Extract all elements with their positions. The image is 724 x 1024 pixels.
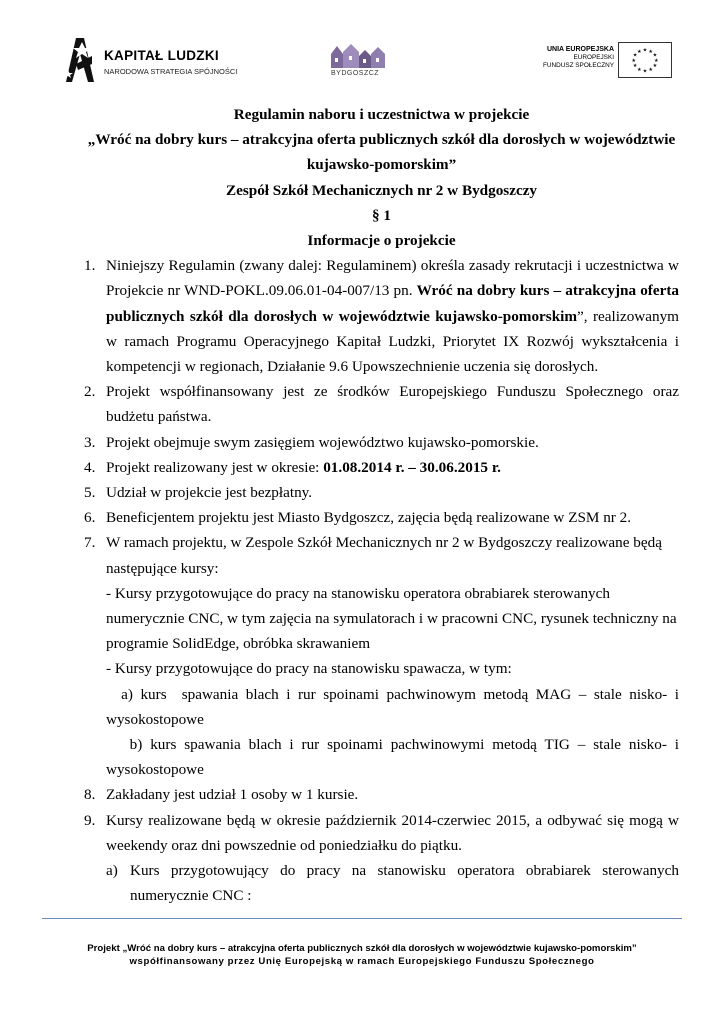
sub-item-a-text: Kurs przygotowujący do pracy na stanowisku operatora obrabiarek sterowanych numerycznie CNC : [130,862,679,905]
page-header [0,0,724,100]
item-3-text: Projekt obejmuje swym zasięgiem województwo kujawsko-pomorskie. [106,433,539,451]
svg-text:★: ★ [652,63,658,70]
sub-item-a [106,858,679,908]
footer-line1: Projekt „Wróć na dobry kurs – atrakcyjna oferta publicznych szkół dla dorosłych w województwie kujawsko-pomorskim” [87,943,637,954]
footer-line2: współfinansowany przez Unię Europejską w ramach Europejskiego Funduszu Społecznego [129,956,595,967]
doc-title-line3: kujawsko-pomorskim” [306,156,457,174]
section-number: § 1 [372,206,391,224]
eu-line3: FUNDUSZ SPOŁECZNY [542,62,614,70]
doc-title-line1: Regulamin naboru i uczestnictwa w projekcie [233,106,530,123]
svg-text:★: ★ [632,52,638,59]
doc-title-line2: „Wróć na dobry kurs – atrakcyjna oferta publicznych szkół dla dorosłych w województwie [87,131,676,149]
list-item-9 [84,808,679,909]
bydgoszcz-label: BYDGOSZCZ [331,70,380,77]
item-7-text: W ramach projektu, w Zespole Szkół Mechanicznych nr 2 w Bydgoszczy realizowane będą następujące kursy: [106,534,662,577]
doc-title-line4: Zespół Szkół Mechanicznych nr 2 w Bydgoszczy [225,181,538,199]
svg-text:★: ★ [637,66,642,73]
svg-text:★: ★ [642,47,648,54]
item-7-tig-course: b) kurs spawania blach i rur spoinami pachwinowymi metodą TIG – stale nisko- i wysokostopowe [106,736,683,779]
section-title: Informacje o projekcie [307,232,456,250]
item-number: 5. [84,484,96,502]
list-item-2 [84,379,679,429]
item-1-project-name: Wróć na dobry kurs – atrakcyjna oferta publicznych szkół dla dorosłych w województwie kujawsko-pomorskim [106,282,680,325]
footer-divider [42,918,682,919]
list-item-5 [84,480,679,505]
svg-text:★: ★ [648,66,653,73]
item-1-text-c: ”, realizowanym w ramach Programu Operacyjnego Kapitał Ludzki, Priorytet IX Rozwój wykształcenia i kompetencji w regionach, Działanie 9.6 Upowszechnienie uczenia się dorosłych. [106,307,679,376]
svg-text:★: ★ [648,48,653,55]
item-number: 9. [84,811,96,829]
kapital-ludzki-mark-icon [62,34,98,86]
item-8-text: Zakładany jest udział 1 osoby w 1 kursie. [106,786,359,804]
item-number: 6. [84,509,96,527]
item-number: 4. [84,458,96,476]
eu-line1: UNIA EUROPEJSKA [546,46,614,53]
item-7-cnc-courses: - Kursy przygotowujące do pracy na stanowisku operatora obrabiarek sterowanych numerycznie CNC, w tym zajęcia na symulatorach i w pracowni CNC, rysunek techniczny na programie SolidEdge, obróbka skrawaniem [106,584,677,653]
item-1-text-a: Niniejszy Regulamin (zwany dalej: Regulaminem) określa zasady rekrutacji i uczestnictwa w Projekcie nr WND-POKL.09.06.01-04-007/13 pn. [106,257,679,300]
list-item-6 [84,505,679,530]
item-4-text-a: Projekt realizowany jest w okresie: [106,458,324,476]
list-item-1 [84,253,679,379]
item-5-text: Udział w projekcie jest bezpłatny. [106,484,313,502]
list-item-7 [84,530,683,782]
sub-item-letter: a) [106,862,118,880]
list-item-8 [84,782,679,807]
eu-line2: EUROPEJSKI [573,54,614,62]
kapital-ludzki-logo [62,34,238,86]
item-9-text: Kursy realizowane będą w okresie październik 2014-czerwiec 2015, a odbywać się mogą w weekendy oraz dni powszednie od poniedziałku do piątku. [106,811,679,854]
svg-text:★: ★ [654,57,659,64]
item-number: 8. [84,786,96,804]
page-footer [0,942,724,968]
kapital-ludzki-subtitle: NARODOWA STRATEGIA SPÓJNOŚCI [104,67,238,76]
item-number: 1. [84,257,96,275]
item-6-text: Beneficjentem projektu jest Miasto Bydgoszcz, zajęcia będą realizowane w ZSM nr 2. [106,509,632,527]
document-body [84,102,683,909]
item-number: 3. [84,433,96,451]
eu-flag-icon [618,42,672,78]
list-item-3 [84,430,679,455]
item-4-dates: 01.08.2014 r. – 30.06.2015 r. [323,458,501,476]
svg-text:★: ★ [632,63,638,70]
svg-text:★: ★ [642,68,648,75]
bydgoszcz-logo [325,42,395,84]
bydgoszcz-city-icon [325,42,395,70]
eu-text-block [543,46,614,71]
item-7-mag-course: a) kurs spawania blach i rur spoinami pachwinowym metodą MAG – stale nisko- i wysokostopowe [106,685,683,728]
list-item-4 [84,455,679,480]
svg-text:★: ★ [652,52,658,59]
svg-text:★: ★ [631,57,636,64]
item-number: 7. [84,534,96,552]
item-2-text: Projekt współfinansowany jest ze środków Europejskiego Funduszu Społecznego oraz budżetu państwa. [106,383,679,426]
item-number: 2. [84,383,96,401]
kapital-ludzki-title: KAPITAŁ LUDZKI [104,48,219,63]
eu-efs-logo [534,42,672,80]
item-7-welding-courses: - Kursy przygotowujące do pracy na stanowisku spawacza, w tym: [106,660,512,678]
svg-text:★: ★ [637,48,642,55]
